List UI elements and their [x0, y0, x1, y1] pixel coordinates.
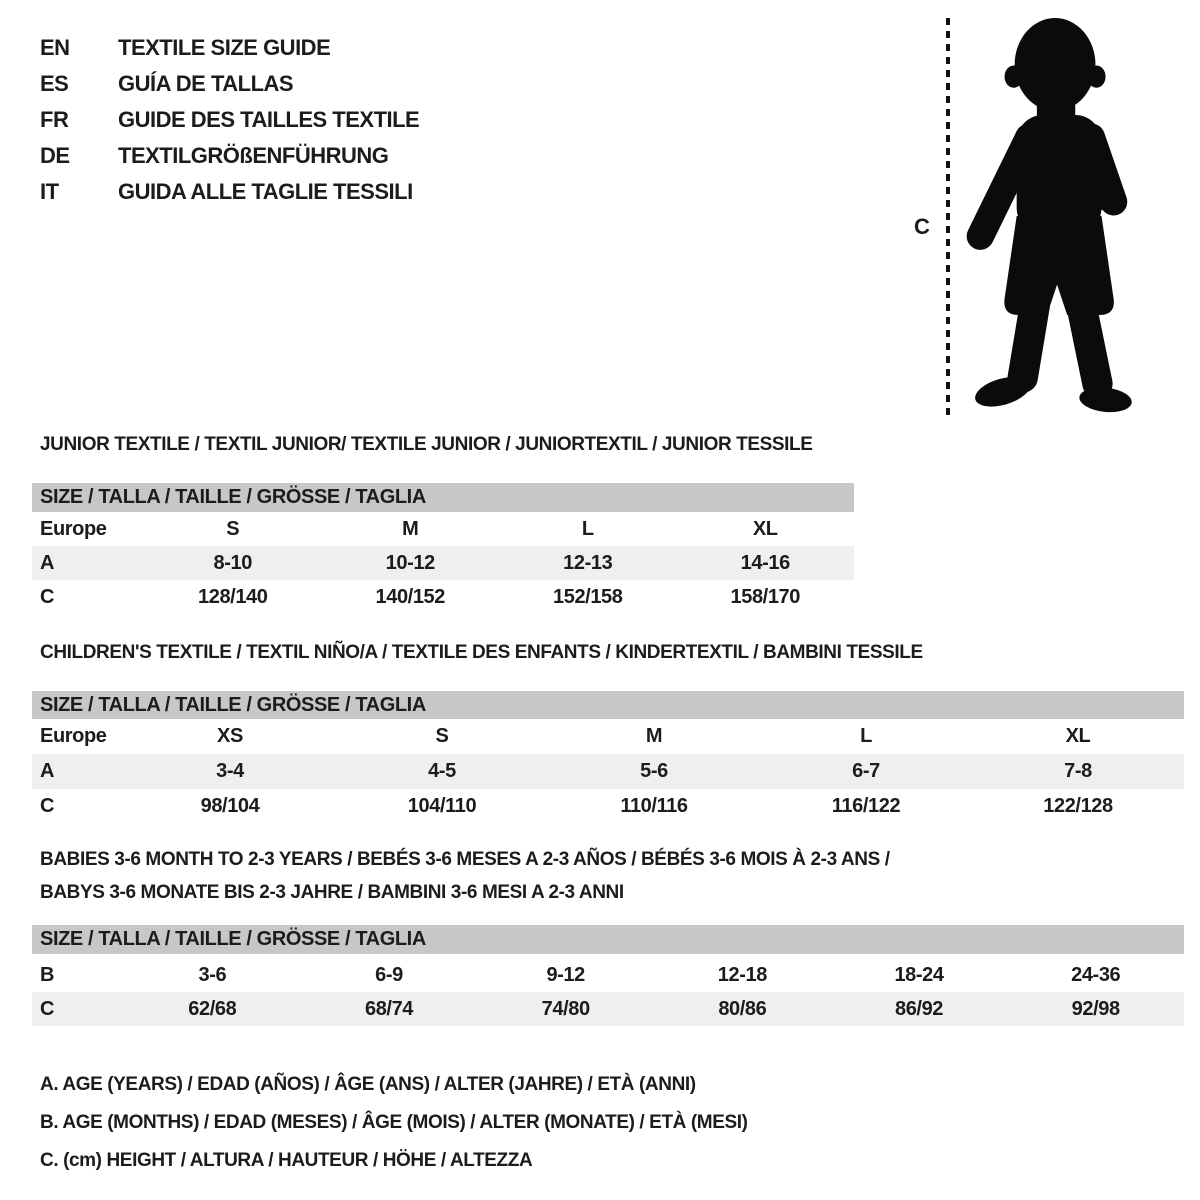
- height-cell: 98/104: [200, 795, 260, 817]
- size-cell: M: [402, 517, 419, 540]
- age-cell: 6-7: [852, 760, 880, 782]
- age-cell: 9-12: [546, 963, 585, 986]
- section-title-junior: JUNIOR TEXTILE / TEXTIL JUNIOR/ TEXTILE JUNIOR / JUNIORTEXTIL / JUNIOR TESSILE: [40, 434, 813, 455]
- table-row-height-cm: [32, 789, 1184, 824]
- size-table-junior: [32, 512, 854, 614]
- table-row-europe: [32, 512, 854, 546]
- height-cell: 152/158: [553, 585, 623, 608]
- height-cell: 158/170: [730, 585, 800, 608]
- age-cell: 8-10: [213, 551, 252, 574]
- size-table-babies: [32, 958, 1184, 1026]
- age-cell: 12-13: [563, 551, 613, 574]
- height-cell: 74/80: [541, 997, 590, 1020]
- height-cell: 116/122: [831, 795, 901, 817]
- age-cell: 6-9: [375, 963, 403, 986]
- age-cell: 10-12: [385, 551, 435, 574]
- lang-code: ES: [40, 71, 69, 96]
- lang-code: EN: [40, 35, 70, 60]
- lang-title: TEXTILE SIZE GUIDE: [118, 35, 331, 60]
- height-cell: 128/140: [198, 585, 268, 608]
- size-cell: M: [645, 725, 663, 747]
- size-cell: S: [435, 725, 449, 747]
- row-label: Europe: [40, 725, 107, 747]
- height-cell: 140/152: [375, 585, 445, 608]
- size-cell: L: [860, 725, 872, 747]
- row-label: A: [40, 551, 55, 574]
- height-measure-label: C: [914, 214, 930, 239]
- size-header-band-junior: SIZE / TALLA / TAILLE / GRÖSSE / TAGLIA: [32, 483, 854, 512]
- age-cell: 5-6: [640, 760, 668, 782]
- legend-line-age-months: B. AGE (MONTHS) / EDAD (MESES) / ÂGE (MOIS) / ALTER (MONATE) / ETÀ (MESI): [40, 1112, 748, 1133]
- language-title-list: [40, 30, 419, 210]
- size-table-children: [32, 719, 1184, 824]
- lang-row-de: [40, 138, 419, 174]
- table-row-height-cm: [32, 992, 1184, 1026]
- height-cell: 104/110: [407, 795, 477, 817]
- height-cell: 80/86: [718, 997, 767, 1020]
- row-label: Europe: [40, 517, 107, 540]
- age-cell: 12-18: [717, 963, 767, 986]
- size-cell: XS: [217, 725, 243, 747]
- lang-row-fr: [40, 102, 419, 138]
- height-cell: 110/116: [620, 795, 688, 817]
- measure-legend: [40, 1066, 748, 1180]
- size-header-band-babies: SIZE / TALLA / TAILLE / GRÖSSE / TAGLIA: [32, 925, 1184, 954]
- height-cell: 122/128: [1043, 795, 1113, 817]
- section-title-children: CHILDREN'S TEXTILE / TEXTIL NIÑO/A / TEXTILE DES ENFANTS / KINDERTEXTIL / BAMBINI TESSILE: [40, 642, 923, 663]
- toddler-silhouette-icon: [962, 14, 1138, 418]
- row-label: C: [40, 585, 55, 608]
- age-cell: 7-8: [1064, 760, 1092, 782]
- age-cell: 3-6: [198, 963, 227, 986]
- row-label: C: [40, 795, 55, 817]
- lang-row-es: [40, 66, 419, 102]
- table-row-age-years: [32, 546, 854, 580]
- size-cell: XL: [752, 517, 778, 540]
- legend-line-height: C. (cm) HEIGHT / ALTURA / HAUTEUR / HÖHE / ALTEZZA: [40, 1150, 533, 1171]
- height-measure-dashed-line: [946, 18, 950, 416]
- height-cell: 62/68: [188, 997, 237, 1020]
- lang-code: DE: [40, 143, 70, 168]
- lang-title: GUIDE DES TAILLES TEXTILE: [118, 107, 420, 132]
- table-row-age-years: [32, 754, 1184, 789]
- size-cell: L: [581, 517, 594, 540]
- lang-row-it: [40, 174, 419, 210]
- age-cell: 24-36: [1071, 963, 1121, 986]
- table-row-age-months: [32, 958, 1184, 992]
- section-title-babies-line2: BABYS 3-6 MONATE BIS 2-3 JAHRE / BAMBINI 3-6 MESI A 2-3 ANNI: [40, 882, 624, 903]
- table-row-height-cm: [32, 580, 854, 614]
- size-cell: S: [226, 517, 240, 540]
- age-cell: 4-5: [428, 760, 456, 782]
- lang-code: FR: [40, 107, 69, 132]
- age-cell: 3-4: [216, 760, 244, 782]
- table-row-europe: [32, 719, 1184, 754]
- height-cell: 86/92: [894, 997, 944, 1020]
- lang-code: IT: [40, 179, 59, 204]
- row-label: A: [40, 760, 55, 782]
- section-title-babies-line1: BABIES 3-6 MONTH TO 2-3 YEARS / BEBÉS 3-6 MESES A 2-3 AÑOS / BÉBÉS 3-6 MOIS À 2-3 ANS /: [40, 849, 890, 870]
- lang-title: GUÍA DE TALLAS: [118, 71, 294, 96]
- row-label: B: [40, 963, 55, 986]
- height-cell: 92/98: [1071, 997, 1120, 1020]
- section-title-babies: [40, 843, 890, 909]
- lang-title: TEXTILGRÖßENFÜHRUNG: [118, 143, 389, 168]
- legend-line-age-years: A. AGE (YEARS) / EDAD (AÑOS) / ÂGE (ANS) / ALTER (JAHRE) / ETÀ (ANNI): [40, 1074, 696, 1095]
- size-header-band-children: SIZE / TALLA / TAILLE / GRÖSSE / TAGLIA: [32, 691, 1184, 719]
- row-label: C: [40, 997, 55, 1020]
- age-cell: 14-16: [740, 551, 790, 574]
- height-cell: 68/74: [364, 997, 414, 1020]
- lang-title: GUIDA ALLE TAGLIE TESSILI: [118, 179, 413, 204]
- lang-row-en: [40, 30, 419, 66]
- size-cell: XL: [1065, 725, 1091, 747]
- age-cell: 18-24: [894, 963, 944, 986]
